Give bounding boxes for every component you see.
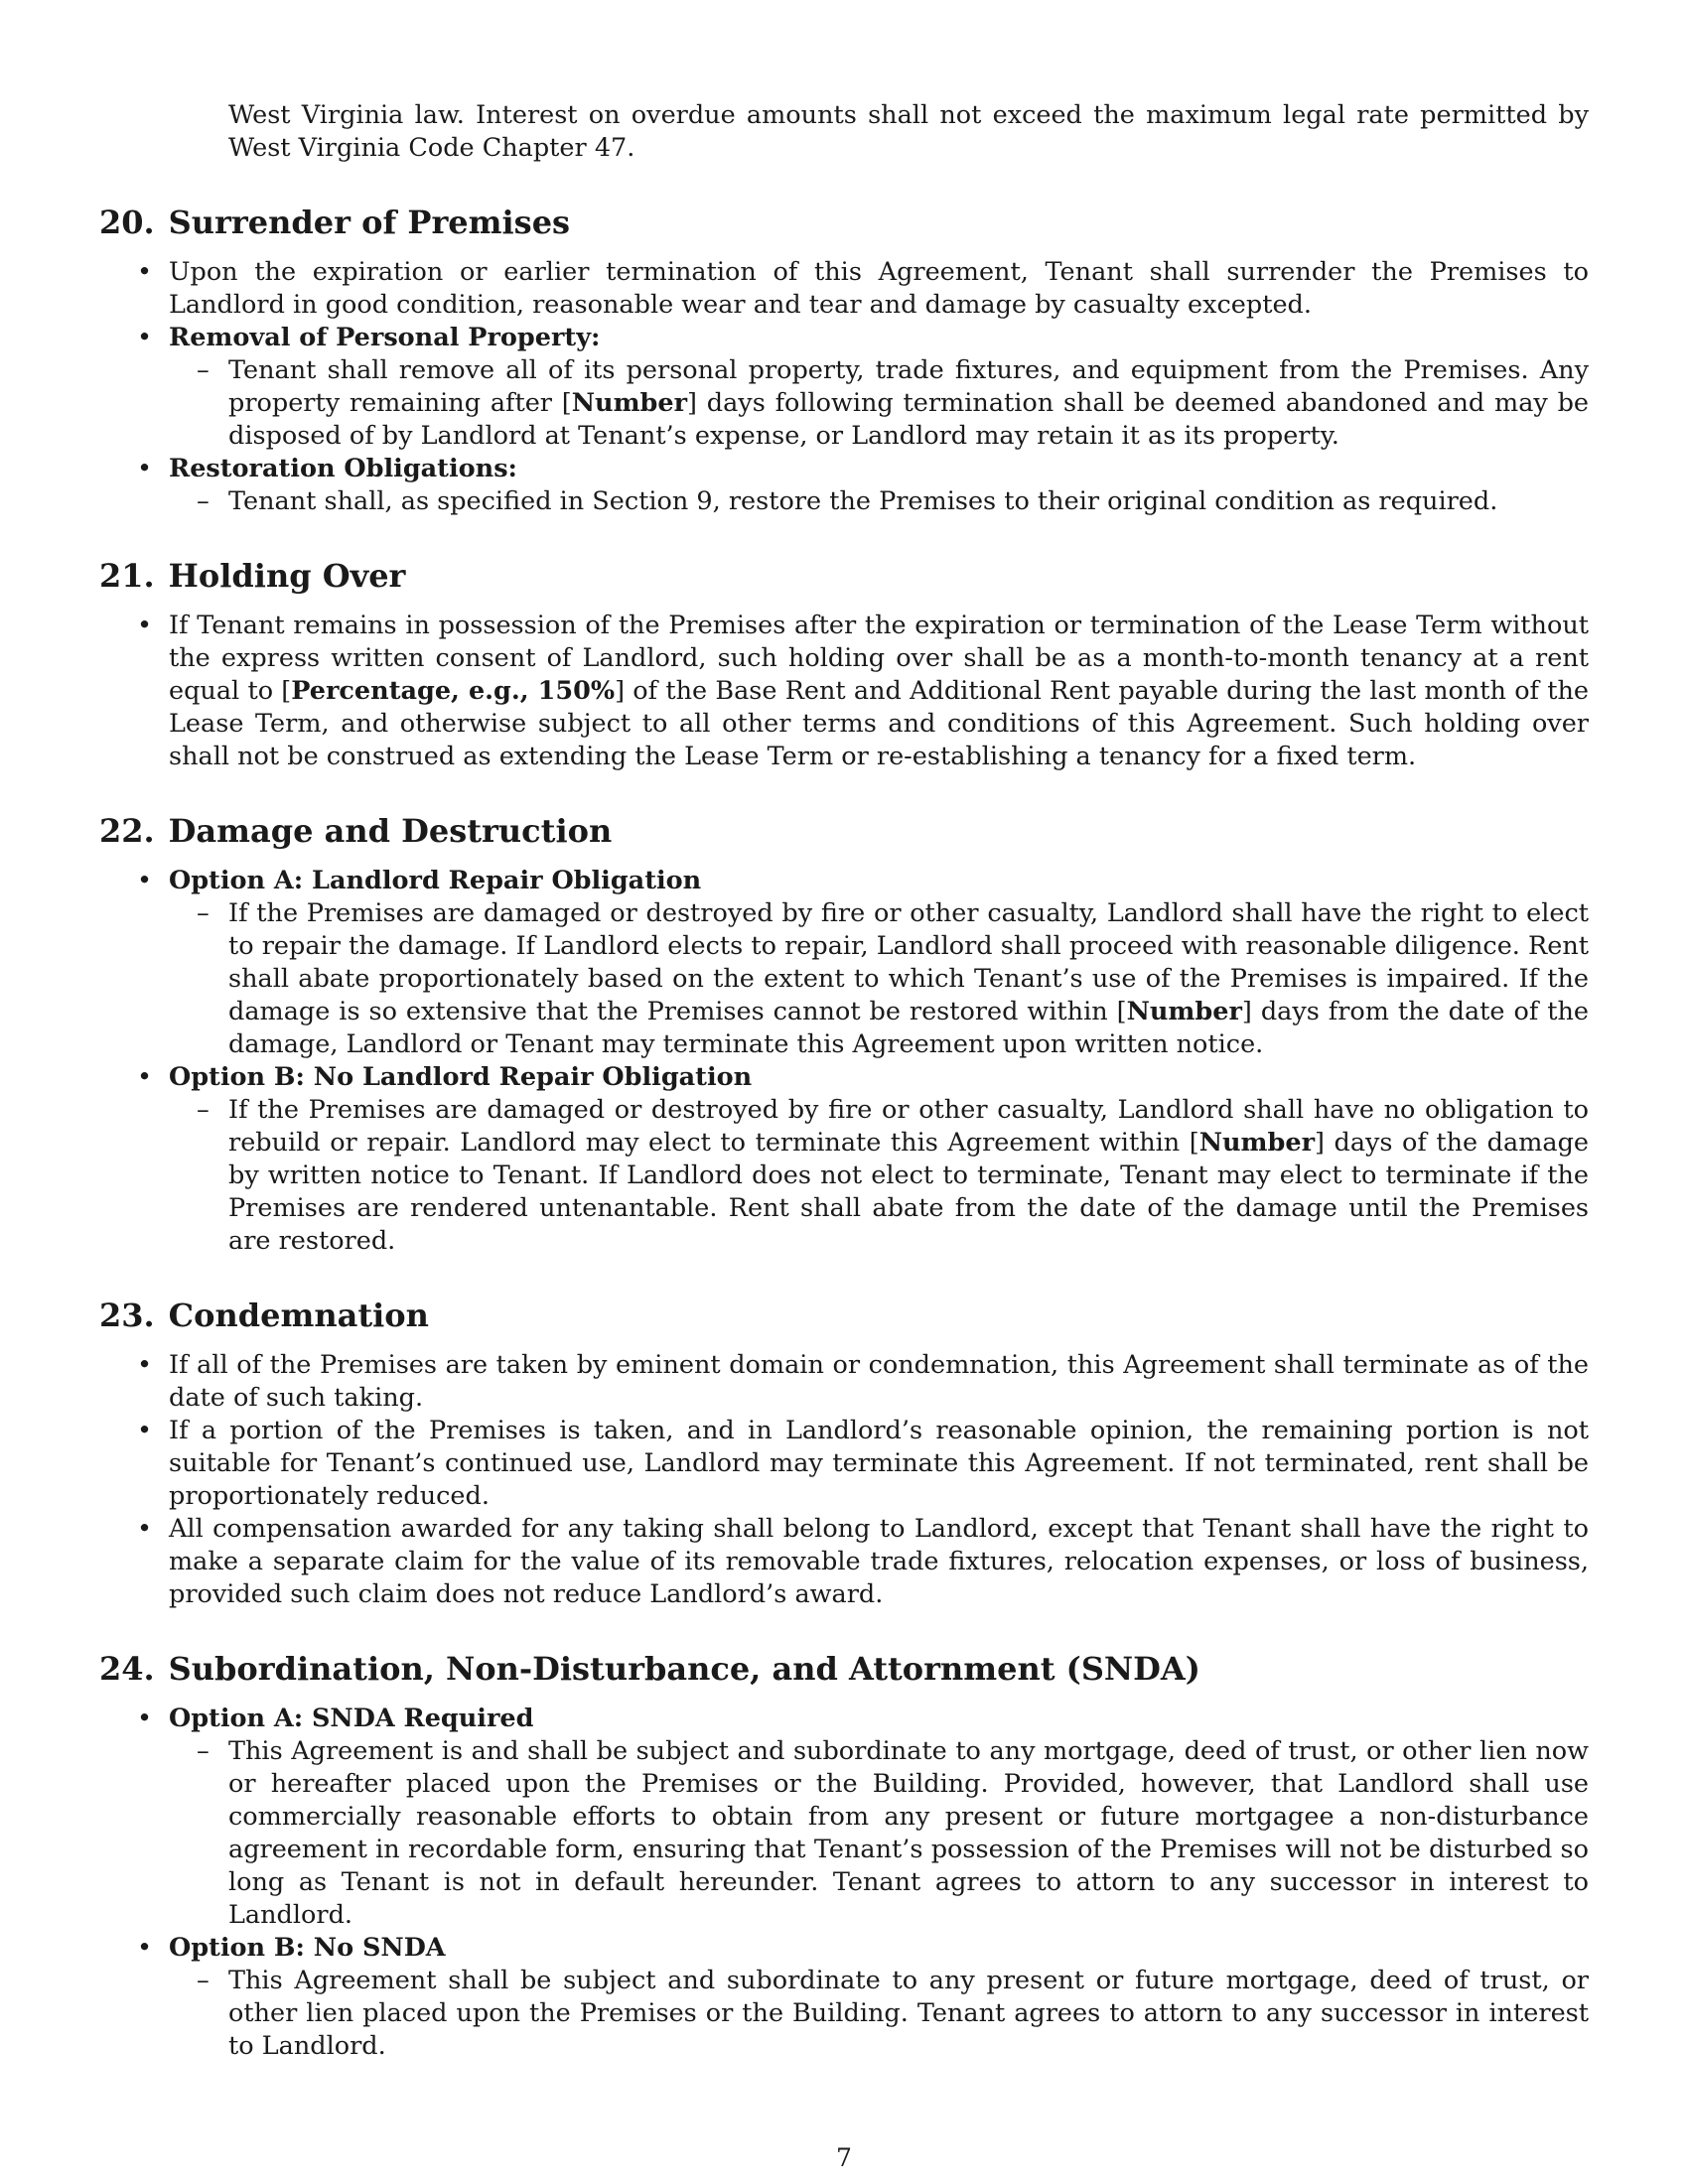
- bullet-icon: •: [137, 1704, 153, 1733]
- sub-list: [169, 354, 1589, 453]
- section-number: 21.: [99, 557, 155, 595]
- bullet-list: [99, 865, 1589, 1258]
- section-heading: [99, 811, 1589, 851]
- section-heading: [99, 556, 1589, 596]
- section-22-damage: [99, 811, 1589, 1258]
- dash-icon: –: [197, 1966, 210, 1995]
- item-label: Option B: No SNDA: [169, 1933, 446, 1963]
- list-item: [99, 1061, 1589, 1258]
- section-title: Condemnation: [168, 1297, 429, 1334]
- bullet-icon: •: [137, 1416, 153, 1445]
- list-item: • If all of the Premises are taken by eminent domain or condemnation, this Agreement shall terminate as of the date of such taking.: [137, 1350, 1589, 1413]
- placeholder: Number: [1198, 1128, 1316, 1158]
- list-item: [99, 865, 1589, 1061]
- bullet-list: [99, 610, 1589, 773]
- section-20-surrender: [99, 203, 1589, 518]
- item-label: Option B: No Landlord Repair Obligation: [169, 1062, 753, 1092]
- section-heading: [99, 1296, 1589, 1335]
- item-label: Removal of Personal Property:: [169, 323, 601, 352]
- section-heading: [99, 203, 1589, 242]
- bullet-icon: •: [137, 1350, 153, 1380]
- bullet-icon: •: [137, 323, 153, 352]
- dash-icon: –: [197, 1095, 210, 1125]
- list-item: [99, 322, 1589, 453]
- bullet-icon: •: [137, 257, 153, 287]
- section-number: 23.: [99, 1297, 155, 1334]
- list-item: • If Tenant remains in possession of the Premises after the expiration or termination of the Lease Term without the express written consent of Landlord, such holding over shall be as a month-to-month tenancy at a rent equal to [Percentage, e.g., 150%] of the Base Rent and Additional Rent payable during the last month of the Lease Term, and otherwise subject to all other terms and conditions of this Agreement. Such holding over shall not be construed as extending the Lease Term or re-establishing a tenancy for a fixed term.: [137, 611, 1589, 771]
- section-number: 20.: [99, 204, 155, 241]
- bullet-icon: •: [137, 866, 153, 895]
- sub-list-item: – Tenant shall, as specified in Section 9, restore the Premises to their original condition as required.: [197, 486, 1498, 516]
- section-title: Holding Over: [168, 557, 406, 595]
- section-number: 24.: [99, 1650, 155, 1688]
- section-heading: [99, 1649, 1589, 1689]
- sub-list-item: – This Agreement shall be subject and subordinate to any present or future mortgage, deed of trust, or other lien placed upon the Premises or the Building. Tenant agrees to attorn to any successor in interest to Landlord.: [197, 1966, 1589, 2061]
- sub-list-item: – If the Premises are damaged or destroyed by fire or other casualty, Landlord shall have no obligation to rebuild or repair. Landlord may elect to terminate this Agreement within [Number] days of the damage by written notice to Tenant. If Landlord does not elect to terminate, Tenant may elect to terminate if the Premises are rendered untenantable. Rent shall abate from the date of the damage until the Premises are restored.: [197, 1095, 1590, 1256]
- item-label: Option A: Landlord Repair Obligation: [169, 866, 702, 895]
- dash-icon: –: [197, 1736, 210, 1766]
- placeholder: Number: [1126, 997, 1242, 1026]
- page-number: 7: [836, 2143, 852, 2172]
- list-item: • Upon the expiration or earlier termination of this Agreement, Tenant shall surrender the Premises to Landlord in good condition, reasonable wear and tear and damage by casualty excepted.: [137, 257, 1589, 320]
- sub-list-item: – This Agreement is and shall be subject and subordinate to any mortgage, deed of trust, or other lien now or hereafter placed upon the Premises or the Building. Provided, however, that Landlord shall use commercially reasonable efforts to obtain from any present or future mortgagee a non-disturbance agreement in recordable form, ensuring that Tenant’s possession of the Premises will not be disturbed so long as Tenant is not in default hereunder. Tenant agrees to attorn to any successor in interest to Landlord.: [197, 1736, 1589, 1930]
- sub-list: [169, 485, 1589, 518]
- list-item: • If a portion of the Premises is taken, and in Landlord’s reasonable opinion, the remaining portion is not suitable for Tenant’s continued use, Landlord may terminate this Agreement. If not terminated, rent shall be proportionately reduced.: [137, 1416, 1589, 1511]
- list-item: [99, 1703, 1589, 1932]
- bullet-icon: •: [137, 1514, 153, 1544]
- bullet-list: [99, 256, 1589, 518]
- section-23-condemnation: [99, 1296, 1589, 1611]
- bullet-icon: •: [137, 454, 153, 483]
- section-number: 22.: [99, 812, 155, 850]
- list-item: • All compensation awarded for any taking shall belong to Landlord, except that Tenant shall have the right to make a separate claim for the value of its removable trade fixtures, relocation expenses, or loss of business, provided such claim does not reduce Landlord’s award.: [137, 1514, 1589, 1609]
- dash-icon: –: [197, 486, 210, 516]
- bullet-icon: •: [137, 1062, 153, 1092]
- bullet-icon: •: [137, 1933, 153, 1963]
- list-item: [99, 453, 1589, 518]
- section-title: Surrender of Premises: [168, 204, 571, 241]
- item-label: Restoration Obligations:: [169, 454, 517, 483]
- placeholder: Number: [571, 388, 688, 418]
- sub-list: [169, 897, 1589, 1061]
- section-21-holding-over: [99, 556, 1589, 773]
- sub-list-item: – Tenant shall remove all of its personal property, trade fixtures, and equipment from the Premises. Any property remaining after [Number] days following termination shall be deemed abandoned and may be disposed of by Landlord at Tenant’s expense, or Landlord may retain it as its property.: [197, 355, 1589, 451]
- bullet-list: [99, 1349, 1589, 1611]
- section-title: Subordination, Non-Disturbance, and Attornment (SNDA): [168, 1650, 1200, 1688]
- section-24-snda: [99, 1649, 1589, 2063]
- bullet-icon: •: [137, 611, 153, 640]
- continuation-paragraph: West Virginia law. Interest on overdue amounts shall not exceed the maximum legal rate permitted by West Virginia Code Chapter 47.: [228, 100, 1589, 163]
- sub-list-item: – If the Premises are damaged or destroyed by fire or other casualty, Landlord shall have the right to elect to repair the damage. If Landlord elects to repair, Landlord shall proceed with reasonable diligence. Rent shall abate proportionately based on the extent to which Tenant’s use of the Premises is impaired. If the damage is so extensive that the Premises cannot be restored within [Number] days from the date of the damage, Landlord or Tenant may terminate this Agreement upon written notice.: [197, 898, 1589, 1059]
- placeholder: Percentage, e.g., 150%: [291, 676, 616, 706]
- sub-list: [169, 1735, 1589, 1932]
- document-page: [99, 99, 1589, 2063]
- section-title: Damage and Destruction: [168, 812, 613, 850]
- dash-icon: –: [197, 355, 210, 385]
- sub-list: [169, 1965, 1589, 2063]
- list-item: [99, 1932, 1589, 2063]
- sub-list: [169, 1094, 1589, 1258]
- bullet-list: [99, 1703, 1589, 2063]
- dash-icon: –: [197, 898, 210, 928]
- item-label: Option A: SNDA Required: [169, 1704, 534, 1733]
